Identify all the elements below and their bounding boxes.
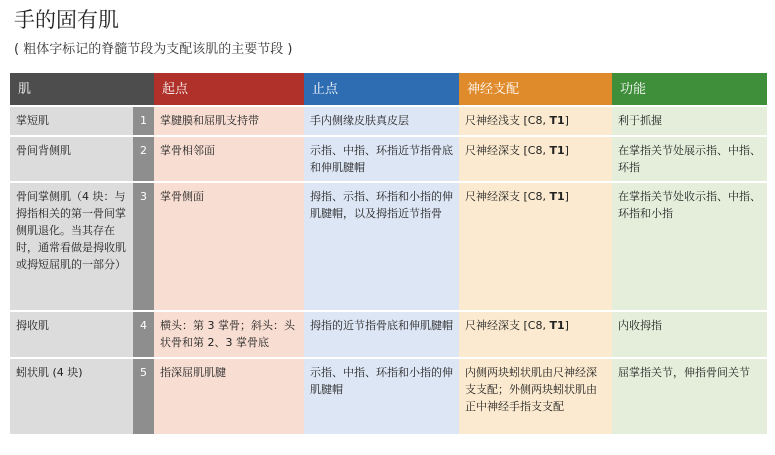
muscle-name: 拇收肌 — [10, 311, 133, 358]
row-number: 2 — [133, 136, 154, 182]
muscle-name: 掌短肌 — [10, 106, 133, 136]
muscle-name: 骨间掌侧肌（4 块：与拇指相关的第一骨间掌侧肌退化。当其存在时，通常看做是拇收肌或拇短屈肌的一部分） — [10, 182, 133, 311]
nerve-text: 尺神经深支 [C8, — [465, 319, 550, 333]
nerve-text: 尺神经浅支 [C8, — [465, 114, 550, 128]
page-subtitle: ( 粗体字标记的脊髓节段为支配该肌的主要节段 ) — [14, 42, 293, 57]
nerve-text-end: ] — [564, 114, 569, 128]
row-number: 4 — [133, 311, 154, 358]
origin-cell: 掌腱膜和屈肌支持带 — [154, 106, 304, 136]
nerve-segment-bold: T1 — [549, 319, 565, 333]
nerve-cell — [459, 136, 612, 182]
nerve-segment-bold: T1 — [549, 114, 565, 128]
nerve-cell — [459, 311, 612, 358]
origin-cell: 掌骨相邻面 — [154, 136, 304, 182]
nerve-text: 尺神经深支 [C8, — [465, 144, 550, 158]
nerve-cell — [459, 358, 612, 435]
header-nerve: 神经支配 — [459, 73, 612, 106]
table-header-row — [10, 73, 767, 106]
row-number: 5 — [133, 358, 154, 435]
header-function: 功能 — [612, 73, 767, 106]
muscle-table — [10, 73, 767, 436]
table-row — [10, 311, 767, 358]
function-cell: 利于抓握 — [612, 106, 767, 136]
nerve-text-end: ] — [564, 144, 569, 158]
muscle-name: 蚓状肌 (4 块) — [10, 358, 133, 435]
header-insertion: 止点 — [304, 73, 459, 106]
nerve-text: 尺神经深支 [C8, — [465, 190, 550, 204]
function-cell: 在掌指关节处展示指、中指、环指 — [612, 136, 767, 182]
table-row — [10, 182, 767, 311]
header-muscle: 肌 — [10, 73, 154, 106]
insertion-cell: 示指、中指、环指和小指的伸肌腱帽 — [304, 358, 459, 435]
nerve-text-end: ] — [564, 319, 569, 333]
function-cell: 在掌指关节处收示指、中指、环指和小指 — [612, 182, 767, 311]
table-row — [10, 106, 767, 136]
insertion-cell: 拇指的近节指骨底和伸肌腱帽 — [304, 311, 459, 358]
nerve-text-end: ] — [564, 190, 569, 204]
nerve-cell — [459, 106, 612, 136]
row-number: 1 — [133, 106, 154, 136]
row-number: 3 — [133, 182, 154, 311]
nerve-cell — [459, 182, 612, 311]
table-row — [10, 358, 767, 435]
origin-cell: 指深屈肌肌腱 — [154, 358, 304, 435]
origin-cell: 掌骨侧面 — [154, 182, 304, 311]
function-cell: 屈掌指关节，伸指骨间关节 — [612, 358, 767, 435]
insertion-cell: 拇指、示指、环指和小指的伸肌腱帽，以及拇指近节指骨 — [304, 182, 459, 311]
insertion-cell: 手内侧缘皮肤真皮层 — [304, 106, 459, 136]
table-row — [10, 136, 767, 182]
muscle-name: 骨间背侧肌 — [10, 136, 133, 182]
page-title: 手的固有肌 — [14, 8, 119, 32]
origin-cell: 横头：第 3 掌骨；斜头：头状骨和第 2、3 掌骨底 — [154, 311, 304, 358]
nerve-text: 内侧两块蚓状肌由尺神经深支支配；外侧两块蚓状肌由正中神经手指支支配 — [465, 366, 598, 414]
nerve-segment-bold: T1 — [549, 190, 565, 204]
nerve-segment-bold: T1 — [549, 144, 565, 158]
insertion-cell: 示指、中指、环指近节指骨底和伸肌腱帽 — [304, 136, 459, 182]
function-cell: 内收拇指 — [612, 311, 767, 358]
header-origin: 起点 — [154, 73, 304, 106]
